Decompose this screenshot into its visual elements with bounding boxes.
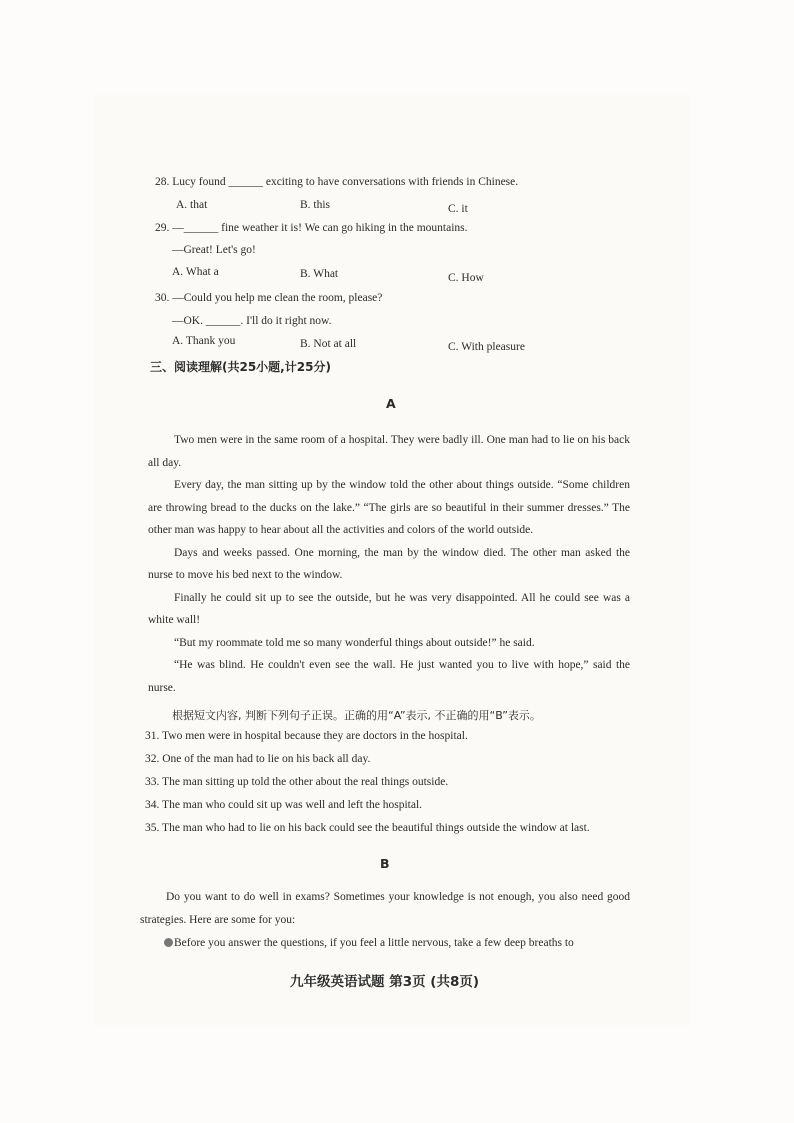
page-footer: 九年级英语试题 第3页 (共8页) (290, 974, 480, 990)
passage-a-paragraph: Every day, the man sitting up by the window told the other about things outside. “Some children are throwing bread to the ducks on the lake.” “The girls are so beautiful in their summer dresses.” The other man was happy to hear about all the activities and colors of the world outside. (148, 479, 630, 536)
statement-32: 32. One of the man had to lie on his back all day. (145, 753, 371, 765)
statement-31: 31. Two men were in hospital because they are doctors in the hospital. (145, 730, 468, 742)
question-29-option-c: C. How (448, 272, 484, 284)
question-29-stem: 29. —______ fine weather it is! We can go hiking in the mountains. (155, 222, 468, 234)
passage-a-label: A (386, 396, 396, 411)
passage-a-body (148, 429, 630, 699)
section-title: 三、阅读理解(共25小题,计25分) (150, 360, 331, 374)
question-28-option-c: C. it (448, 203, 468, 215)
question-29-option-a: A. What a (172, 266, 219, 278)
question-29-option-b: B. What (300, 268, 339, 280)
passage-b-label: B (380, 856, 390, 871)
statement-33: 33. The man sitting up told the other about the real things outside. (145, 776, 449, 788)
question-28-stem: 28. Lucy found ______ exciting to have conversations with friends in Chinese. (155, 176, 519, 188)
question-30-option-c: C. With pleasure (448, 341, 525, 353)
passage-b-bullet (164, 937, 574, 949)
passage-a-paragraph: Days and weeks passed. One morning, the man by the window died. The other man asked the nurse to move his bed next to the window. (148, 546, 630, 581)
statement-35: 35. The man who had to lie on his back could see the beautiful things outside the window at last. (145, 822, 590, 834)
passage-a-instruction: 根据短文内容, 判断下列句子正误。正确的用“A”表示, 不正确的用“B”表示。 (172, 709, 541, 722)
passage-b-bullet-text: Before you answer the questions, if you feel a little nervous, take a few deep breaths to (174, 937, 574, 949)
statement-34: 34. The man who could sit up was well and left the hospital. (145, 799, 423, 811)
question-30-option-a: A. Thank you (172, 335, 236, 347)
passage-b-paragraph: Do you want to do well in exams? Sometimes your knowledge is not enough, you also need good strategies. Here are some for you: (140, 891, 630, 926)
bullet-icon (164, 938, 173, 947)
question-30-response: —OK. ______. I'll do it right now. (172, 315, 332, 327)
question-30-option-b: B. Not at all (300, 338, 357, 350)
passage-a-paragraph: Two men were in the same room of a hospital. They were badly ill. One man had to lie on his back all day. (148, 434, 630, 469)
passage-a-paragraph: “But my roommate told me so many wonderful things about outside!” he said. (174, 636, 535, 649)
passage-a-paragraph: Finally he could sit up to see the outside, but he was very disappointed. All he could see was a white wall! (148, 591, 630, 626)
question-30-stem: 30. —Could you help me clean the room, please? (155, 292, 383, 304)
question-28-option-a: A. that (176, 199, 208, 211)
passage-b-body (140, 886, 630, 931)
question-29-response: —Great! Let's go! (172, 244, 256, 256)
question-28-option-b: B. this (300, 199, 331, 211)
passage-a-paragraph: “He was blind. He couldn't even see the wall. He just wanted you to live with hope,” said the nurse. (148, 659, 630, 694)
